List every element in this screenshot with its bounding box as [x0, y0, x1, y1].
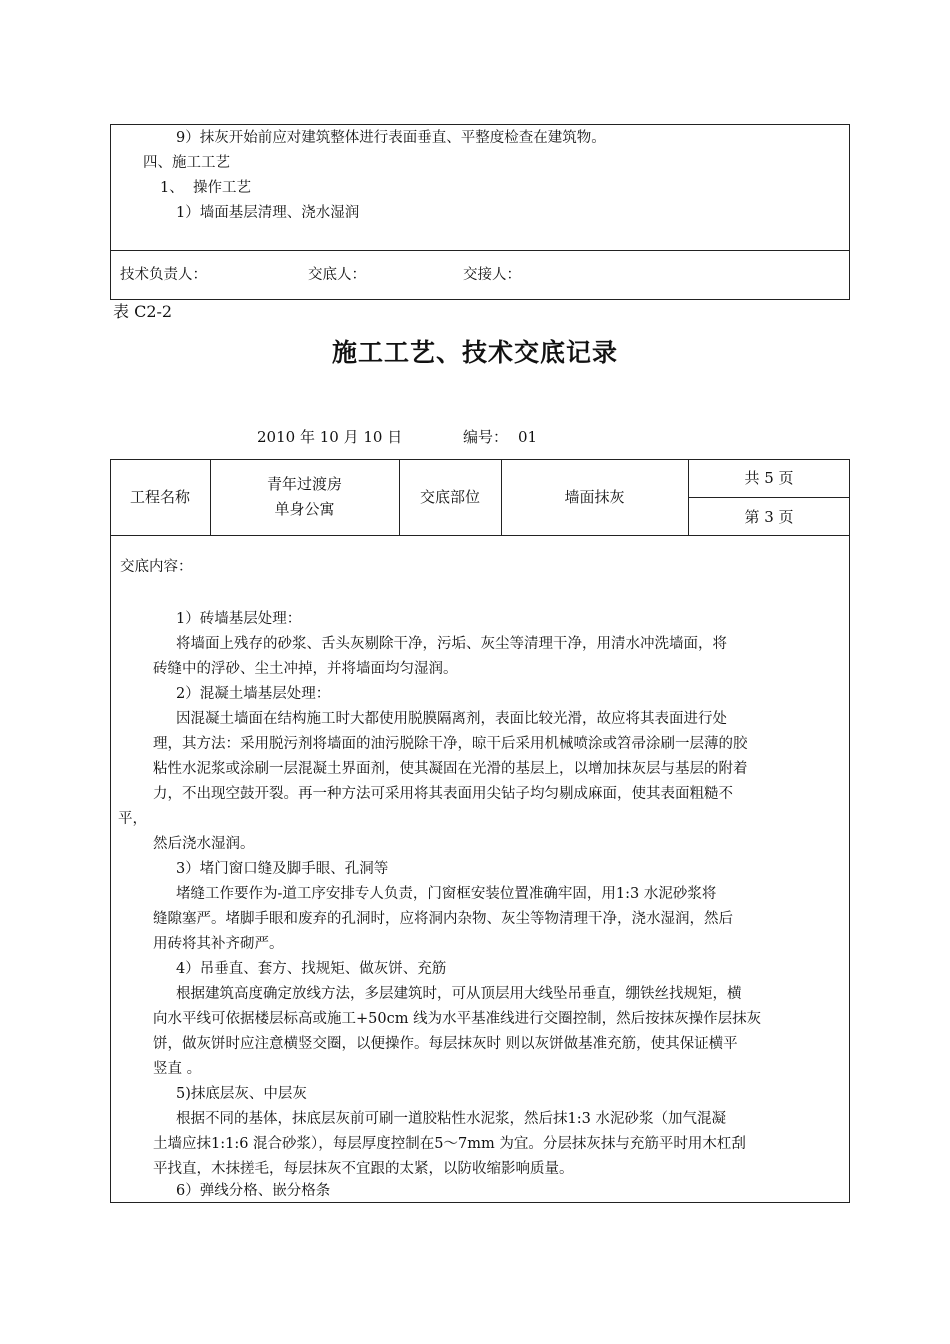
content-line: 竖直 。: [153, 1061, 202, 1077]
current-page: 第 3 页: [744, 508, 794, 526]
content-line: 将墙面上残存的砂浆、舌头灰剔除干净，污垢、灰尘等清理干净，用清水冲洗墙面，将: [176, 636, 727, 652]
content-line: 粘性水泥浆或涂刷一层混凝土界面剂，使其凝固在光滑的基层上，以增加抹灰层与基层的附着: [153, 761, 748, 777]
content-line: 用砖将其补齐砌严。: [153, 936, 284, 952]
page-title: 施工工艺、技术交底记录: [331, 338, 618, 367]
content-line: 向水平线可依据楼层标高或施工+50cm 线为水平基准线进行交圈控制，然后按抹灰操作层抹灰: [153, 1011, 762, 1027]
content-line: 堵缝工作要作为-道工序安排专人负责，门窗框安装位置准确牢固，用1:3 水泥砂浆将: [176, 886, 717, 902]
content-line: 然后浇水湿润。: [153, 836, 255, 852]
sign-tech-label: 技术负责人：: [120, 267, 207, 283]
content-line: 根据不同的基体，抹底层灰前可刷一道胶粘性水泥浆，然后抹1:3 水泥砂浆（加气混凝: [176, 1111, 726, 1127]
content-line: 平找直，木抹搓毛，每层抹灰不宜跟的太紧，以防收缩影响质量。: [153, 1161, 574, 1177]
content-line: 5)抹底层灰、中层灰: [176, 1086, 307, 1102]
page-cell-divider: [688, 497, 850, 498]
prev-line-3: 1、 操作工艺: [160, 180, 251, 196]
project-name-line1: 青年过渡房: [266, 475, 342, 493]
content-line: 理，其方法：采用脱污剂将墙面的油污脱除干净，晾干后采用机械喷涂或笤帚涂刷一层薄的胶: [153, 736, 748, 752]
date: 2010 年 10 月 10 日: [257, 428, 403, 446]
number-label: 编号：: [463, 428, 509, 446]
prev-line-4: 1）墙面基层清理、浇水湿润: [176, 205, 360, 221]
number-value: 01: [518, 428, 538, 446]
sign-disclose-label: 交底人：: [308, 267, 366, 283]
prev-line-1: 9）抹灰开始前应对建筑整体进行表面垂直、平整度检查在建筑物。: [176, 130, 606, 146]
prev-table-divider: [110, 250, 850, 251]
content-line: 根据建筑高度确定放线方法，多层建筑时，可从顶层用大线坠吊垂直，绷铁丝找规矩，横: [176, 986, 742, 1002]
content-line: 6）弹线分格、嵌分格条: [176, 1183, 331, 1199]
project-label: 工程名称: [129, 488, 190, 506]
content-line: 平，: [118, 811, 147, 827]
content-line: 3）堵门窗口缝及脚手眼、孔洞等: [176, 861, 389, 877]
content-line: 1）砖墙基层处理：: [176, 611, 302, 627]
part-value: 墙面抹灰: [564, 488, 625, 506]
sign-receive-label: 交接人：: [463, 267, 521, 283]
content-line: 因混凝土墙面在结构施工时大都使用脱膜隔离剂，表面比较光滑，故应将其表面进行处: [176, 711, 727, 727]
content-line: 力，不出现空鼓开裂。再一种方法可采用将其表面用尖钻子均匀剔成麻面，使其表面粗糙不: [153, 786, 733, 802]
content-line: 4）吊垂直、套方、找规矩、做灰饼、充筋: [176, 961, 447, 977]
content-line: 2）混凝土墙基层处理：: [176, 686, 331, 702]
part-label: 交底部位: [419, 488, 480, 506]
total-pages: 共 5 页: [744, 469, 794, 487]
content-line: 砖缝中的浮砂、尘土冲掉，并将墙面均匀湿润。: [153, 661, 458, 677]
content-line: 饼，做灰饼时应注意横竖交圈，以便操作。每层抹灰时 则以灰饼做基准充筋，使其保证横平: [153, 1036, 738, 1052]
content-label: 交底内容：: [120, 559, 193, 575]
project-name-line2: 单身公寓: [274, 500, 335, 518]
content-line: 缝隙塞严。堵脚手眼和废弃的孔洞时，应将洞内杂物、灰尘等物清理干净，浇水湿润，然后: [153, 911, 733, 927]
header-row-border: [110, 535, 850, 536]
form-code: 表 C2-2: [113, 302, 173, 321]
prev-line-2: 四、施工工艺: [143, 155, 230, 171]
content-line: 土墙应抹1:1:6 混合砂浆），每层厚度控制在5～7mm 为宜。分层抹灰抹与充筋平时用木杠刮: [153, 1136, 746, 1152]
